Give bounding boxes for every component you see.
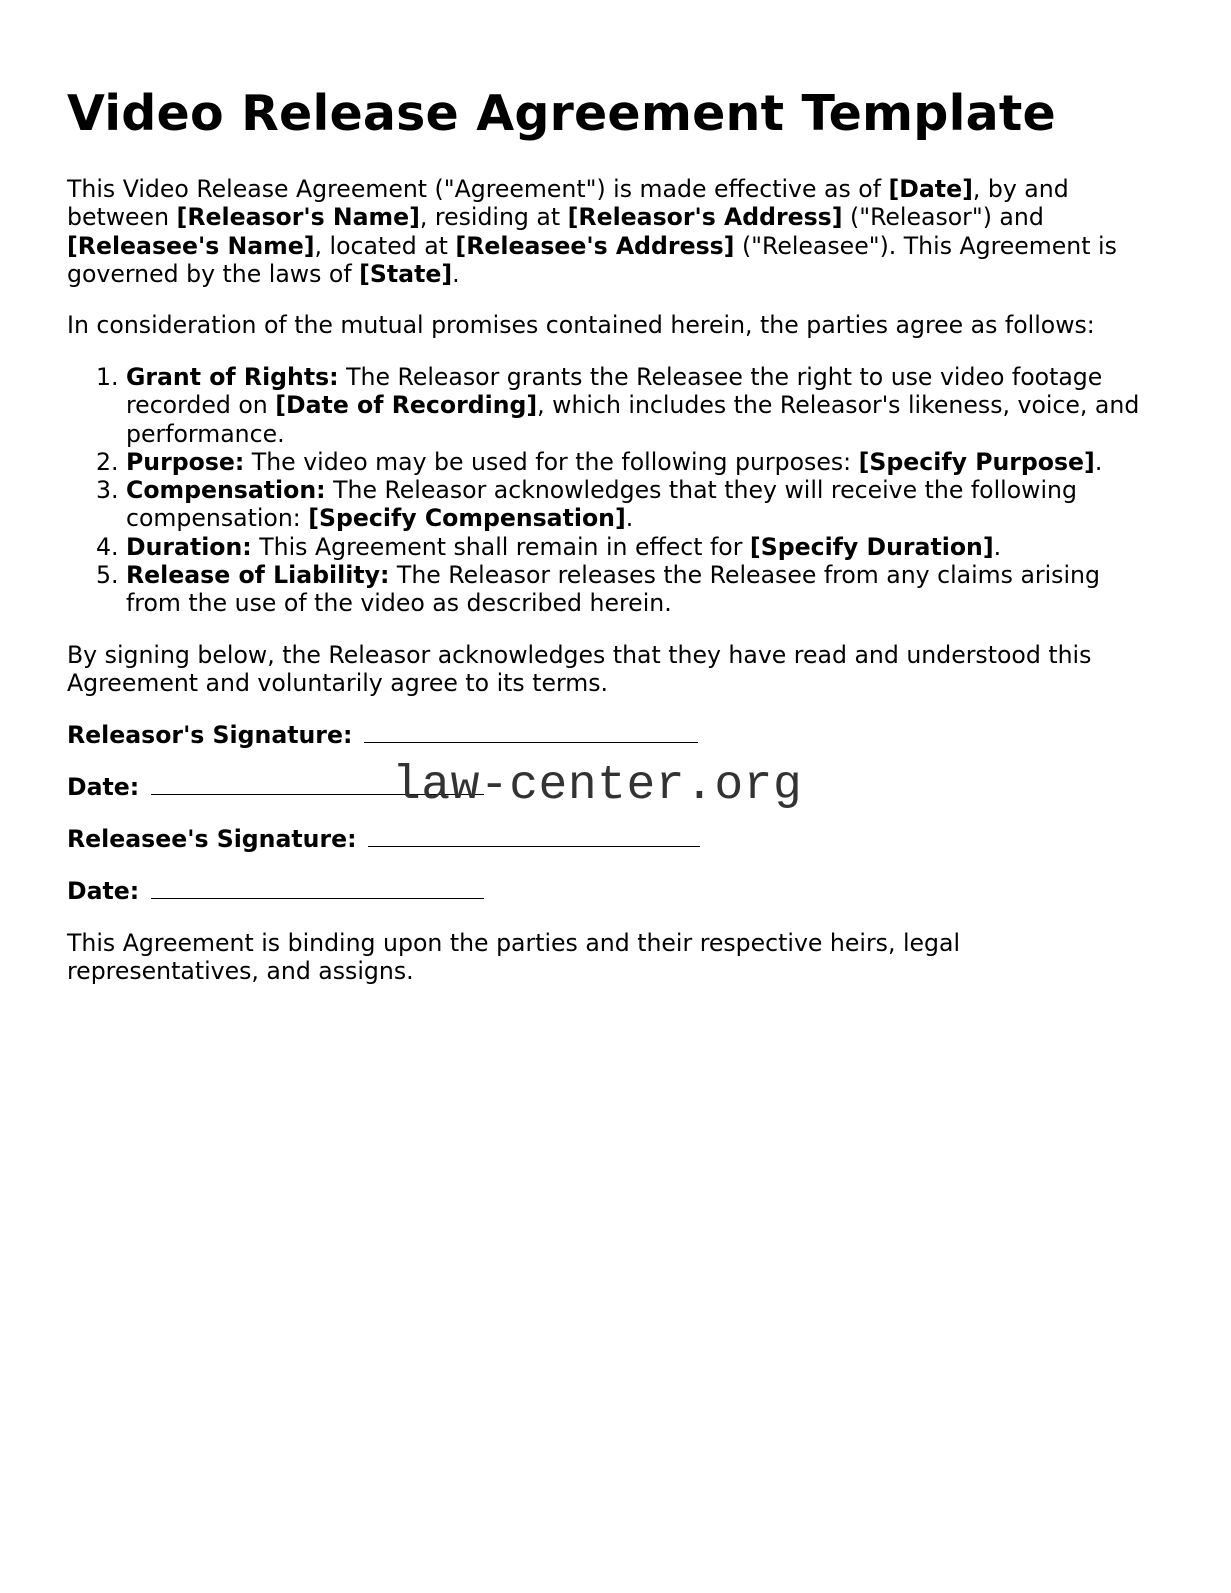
list-item	[126, 363, 1157, 448]
releasee-address-placeholder: [Releasee's Address]	[455, 231, 735, 260]
releasee-signature-label: Releasee's Signature:	[67, 825, 357, 853]
intro-text-5: , located at	[314, 231, 456, 260]
intro-text-7: .	[452, 259, 460, 288]
releasee-date-line[interactable]	[151, 878, 484, 899]
releasor-address-placeholder: [Releasor's Address]	[567, 203, 843, 232]
intro-text-1: This Video Release Agreement ("Agreement") is made effective as of	[67, 175, 889, 203]
closing-paragraph	[67, 929, 1157, 986]
releasor-signature-row	[67, 721, 698, 749]
term-text: The video may be used for the following purposes:	[244, 447, 859, 476]
intro-text-2: , by and between	[67, 175, 1069, 232]
term-text: The Releasor grants the Releasee the right to use video footage recorded on	[126, 363, 1103, 420]
consideration-paragraph	[67, 311, 1157, 339]
term-label: Purpose:	[126, 447, 245, 476]
date-label: Date:	[67, 877, 140, 905]
acknowledgement-text: By signing below, the Releasor acknowledges that they have read and understood this Agreement and voluntarily agree to its terms.	[67, 641, 1092, 698]
list-item	[126, 561, 1157, 618]
term-placeholder: [Specify Purpose]	[858, 447, 1095, 476]
consideration-text: In consideration of the mutual promises contained herein, the parties agree as follows:	[67, 311, 1095, 339]
term-placeholder: [Specify Duration]	[749, 532, 994, 561]
releasee-signature-row	[67, 825, 700, 853]
acknowledgement-paragraph	[67, 641, 1157, 698]
intro-text-3: , residing at	[419, 203, 568, 232]
releasor-signature-line[interactable]	[364, 722, 698, 743]
date-label: Date:	[67, 773, 140, 801]
effective-date-placeholder: [Date]	[888, 175, 973, 203]
state-placeholder: [State]	[359, 259, 453, 288]
term-text-end: .	[993, 532, 1002, 561]
document-title: Video Release Agreement Template	[67, 85, 1056, 142]
term-text-end: .	[1094, 447, 1103, 476]
releasor-signature-label: Releasor's Signature:	[67, 721, 353, 749]
term-text: The Releasor releases the Releasee from any claims arising from the use of the video as described herein.	[126, 561, 1100, 618]
term-placeholder: [Specify Compensation]	[308, 504, 626, 533]
term-label: Grant of Rights:	[126, 363, 339, 391]
releasee-signature-line[interactable]	[368, 826, 700, 847]
intro-text-6: ("Releasee"). This Agreement is governed by the laws of	[67, 231, 1117, 288]
list-item	[126, 533, 1157, 561]
term-text-end: .	[625, 504, 634, 533]
releasee-date-row	[67, 877, 484, 905]
list-item	[126, 476, 1157, 533]
releasor-name-placeholder: [Releasor's Name]	[176, 203, 420, 232]
term-label: Duration:	[126, 532, 252, 561]
list-item	[126, 448, 1157, 476]
term-text: This Agreement shall remain in effect for	[251, 532, 750, 561]
term-text-end: , which includes the Releasor's likeness, voice, and performance.	[126, 391, 1140, 448]
term-label: Release of Liability:	[126, 561, 390, 590]
term-label: Compensation:	[126, 476, 326, 505]
releasee-name-placeholder: [Releasee's Name]	[67, 231, 315, 260]
intro-text-4: ("Releasor") and	[842, 203, 1044, 232]
closing-text: This Agreement is binding upon the parties and their respective heirs, legal representatives, and assigns.	[67, 929, 961, 986]
watermark: law-center.org	[392, 759, 803, 813]
intro-paragraph	[67, 175, 1157, 288]
term-text: The Releasor acknowledges that they will receive the following compensation:	[126, 476, 1077, 533]
term-placeholder: [Date of Recording]	[275, 391, 538, 420]
terms-list	[67, 363, 1157, 618]
